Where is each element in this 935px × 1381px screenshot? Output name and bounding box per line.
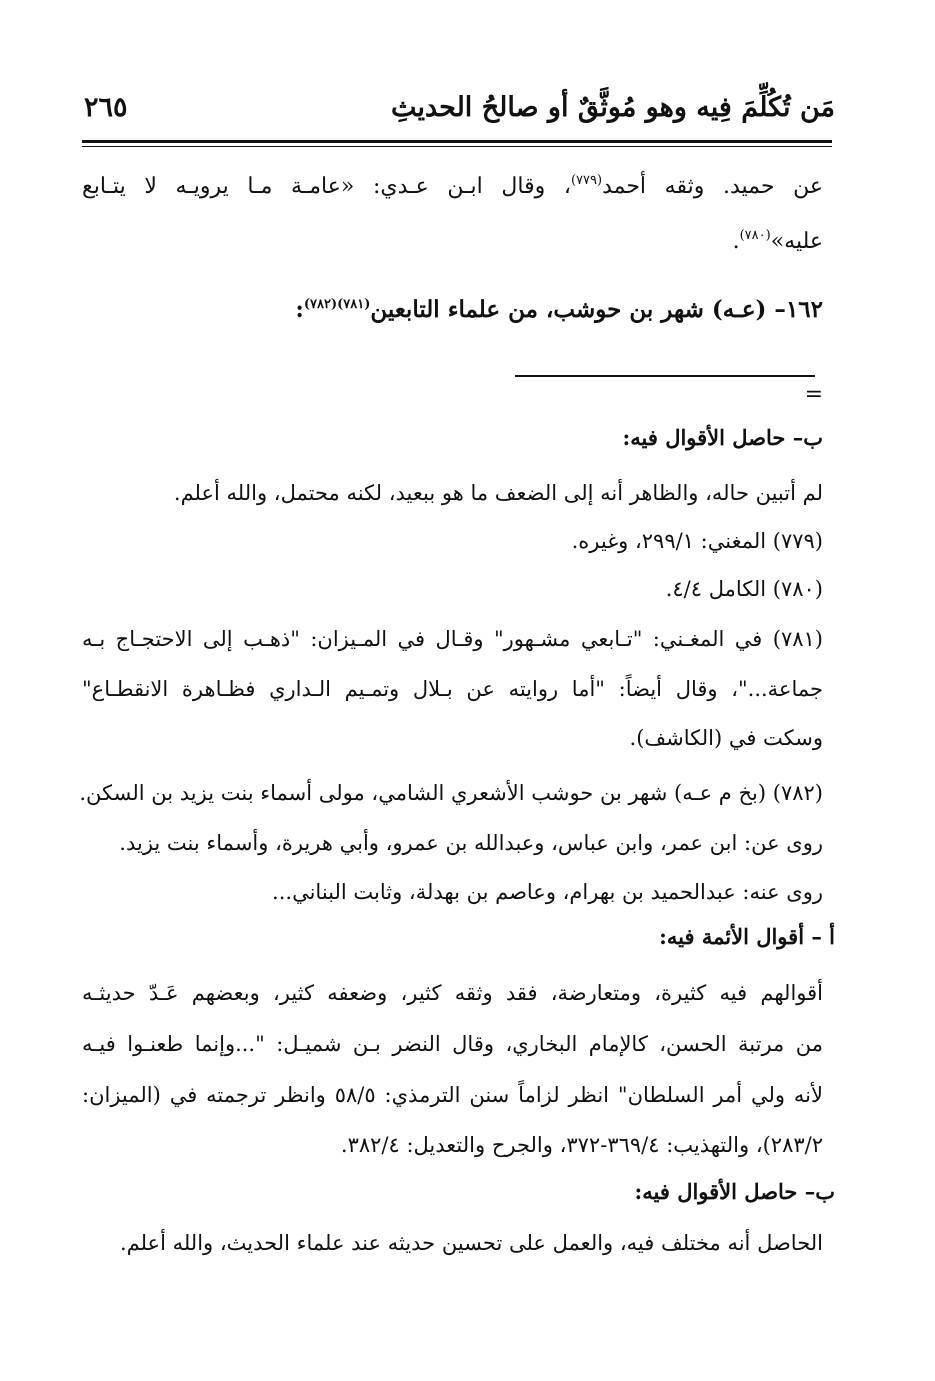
- section-b2-text: الحاصل أنه مختلف فيه، والعمل على تحسين حديثه عند علماء الحديث، والله أعلم.: [119, 1231, 823, 1255]
- footnote-779: (٧٧٩) المغني: ٢٩٩/١، وغيره.: [571, 529, 823, 553]
- section-b2-title: ب– حاصل الأقوال فيه:: [634, 1179, 835, 1204]
- section-a-title: أ – أقوال الأئمة فيه:: [659, 924, 835, 949]
- body-line-2: عليه»$^{(٧٨٠)}$.: [732, 228, 823, 254]
- footnote-781-line-3: وسكت في (الكاشف).: [629, 726, 823, 750]
- section-a-line-2: من مرتبة الحسن، كالإمام البخاري، وقال النضر بـن شميـل: "...وإنما طعنـوا فيـه: [82, 1032, 823, 1056]
- running-header-title: مَن تُكُلِّمَ فِيه وهو مُوثَّقٌ أو صالحُ الحديثِ: [390, 92, 835, 123]
- header-rule-thick: [82, 140, 832, 143]
- section-a-line-4: ٢٨٣/٢)، والتهذيب: ٣٦٩/٤-٣٧٢، والجرح والتعديل: ٣٨٢/٤.: [340, 1133, 823, 1157]
- footnote-ref-780: (٧٨٠): [739, 228, 771, 243]
- footnote-ref-779: (٧٧٩): [570, 173, 603, 188]
- footnote-782-line-3: روى عنه: عبدالحميد بن بهرام، وعاصم بن بهدلة، وثابت البناني...: [272, 880, 823, 904]
- header-rule-thin: [82, 146, 832, 147]
- footnote-separator: [515, 375, 815, 377]
- page-number: ٢٦٥: [84, 92, 128, 123]
- section-b-text: لم أتبين حاله، والظاهر أنه إلى الضعف ما هو ببعيد، لكنه محتمل، والله أعلم.: [173, 481, 823, 505]
- continuation-marker: =: [804, 382, 823, 407]
- footnote-781-line-2: جماعة..."، وقال أيضاً: "أما روايته عن بـلال وتمـيم الـداري فظـاهرة الانقطـاع": [82, 677, 823, 701]
- footnote-refs-781-782: (٧٨١)(٧٨٢): [303, 297, 371, 312]
- body-line-1: عن حميد. وثقه أحمد$^{(٧٧٩)}$، وقال ابـن عـدي: «عامـة مـا يرويـه لا يتـابع: [82, 173, 823, 199]
- entry-heading: ١٦٢– (عـه) شهر بن حوشب، من علماء التابعين$^{(٧٨١)(٧٨٢)}$:: [295, 296, 823, 323]
- footnote-781-line-1: (٧٨١) في المغـني: "تـابعي مشـهور" وقـال في المـيزان: "ذهـب إلى الاحتجـاج بـه: [82, 627, 823, 651]
- footnote-782-line-2: روى عن: ابن عمر، وابن عباس، وعبدالله بن عمرو، وأبي هريرة، وأسماء بنت يزيد.: [119, 831, 823, 855]
- section-a-line-3: لأنه ولي أمر السلطان" انظر لزاماً سنن الترمذي: ٥٨/٥ وانظر ترجمته في (الميزان:: [82, 1083, 823, 1107]
- footnote-780: (٧٨٠) الكامل ٤/٤.: [665, 577, 823, 601]
- section-b-title: ب– حاصل الأقوال فيه:: [622, 425, 823, 450]
- footnote-782-line-1: (٧٨٢) (بخ م عـه) شهر بن حوشب الأشعري الشامي، مولى أسماء بنت يزيد بن السكن.: [79, 781, 823, 805]
- section-a-line-1: أقوالهم فيه كثيرة، ومتعارضة، فقد وثقه كثير، وضعفه كثير، وبعضهم عَـدّ حديثـه: [82, 981, 823, 1005]
